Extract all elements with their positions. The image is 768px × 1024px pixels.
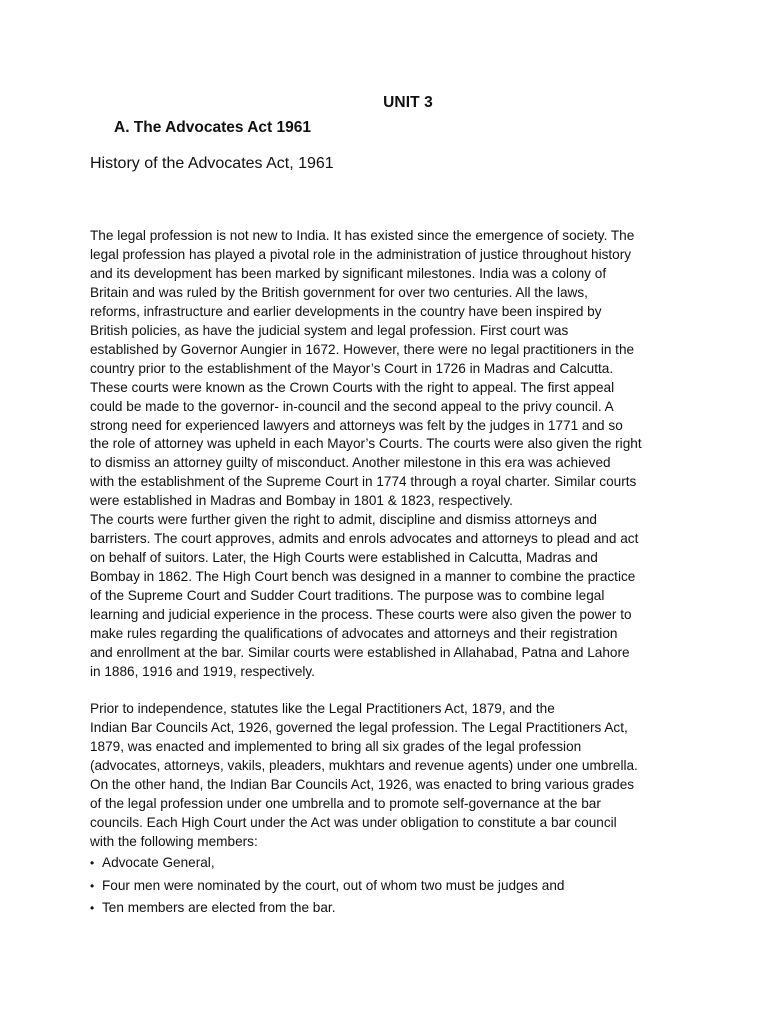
- text-line: barristers. The court approves, admits and enrols advocates and attorneys to plead and act: [90, 531, 639, 547]
- list-item-text: Four men were nominated by the court, out of whom two must be judges and: [102, 877, 565, 893]
- text-line: with the following members:: [90, 833, 258, 849]
- text-line: On the other hand, the Indian Bar Councils Act, 1926, was enacted to bring various grades: [90, 776, 635, 792]
- text-line: The legal profession is not new to India. It has existed since the emergence of society. The: [90, 228, 635, 243]
- text-line: (advocates, attorneys, vakils, pleaders, mukhtars and revenue agents) under one umbrella.: [90, 757, 638, 773]
- text-line: reforms, infrastructure and earlier developments in the country have been inspired by: [90, 303, 602, 319]
- text-line: legal profession has played a pivotal role in the administration of justice throughout history: [90, 246, 632, 262]
- text-line: 1879, was enacted and implemented to bring all six grades of the legal profession: [90, 738, 582, 754]
- bullet-icon: •: [90, 901, 95, 915]
- text-line: were established in Madras and Bombay in 1801 & 1823, respectively.: [90, 493, 513, 509]
- text-line: councils. Each High Court under the Act was under obligation to constitute a bar council: [90, 814, 617, 830]
- member-list: [90, 852, 564, 920]
- text-line: to dismiss an attorney guilty of misconduct. Another milestone in this era was achieved: [90, 455, 611, 471]
- text-line: could be made to the governor- in-council and the second appeal to the privy council. A: [90, 398, 614, 414]
- text-line: established by Governor Aungier in 1672. However, there were no legal practitioners in the: [90, 341, 635, 357]
- list-item: [90, 875, 564, 898]
- text-line: These courts were known as the Crown Courts with the right to appeal. The first appeal: [90, 379, 615, 395]
- text-line: Bombay in 1862. The High Court bench was designed in a manner to combine the practice: [90, 569, 636, 585]
- list-item-text: Advocate General,: [102, 855, 215, 870]
- text-line: learning and judicial experience in the process. These courts were also given the power to: [90, 607, 632, 623]
- text-line: the role of attorney was upheld in each Mayor’s Courts. The courts were also given the right: [90, 436, 642, 452]
- paragraph-1: [90, 227, 690, 682]
- paragraph-2: [90, 700, 690, 852]
- text-line: country prior to the establishment of the Mayor’s Court in 1726 in Madras and Calcutta.: [90, 360, 614, 376]
- text-line: and its development has been marked by significant milestones. India was a colony of: [90, 265, 607, 281]
- text-line: Prior to independence, statutes like the Legal Practitioners Act, 1879, and the: [90, 701, 555, 716]
- list-item: [90, 897, 564, 920]
- text-line: Indian Bar Councils Act, 1926, governed the legal profession. The Legal Practitioners Act,: [90, 719, 628, 735]
- text-line: The courts were further given the right to admit, discipline and dismiss attorneys and: [90, 512, 597, 528]
- text-line: make rules regarding the qualifications of advocates and attorneys and their registration: [90, 626, 618, 642]
- text-line: Britain and was ruled by the British government for over two centuries. All the laws,: [90, 284, 588, 300]
- bullet-icon: •: [90, 878, 95, 893]
- text-line: strong need for experienced lawyers and attorneys was felt by the judges in 1771 and so: [90, 417, 623, 433]
- section-heading: A. The Advocates Act 1961: [114, 119, 311, 136]
- list-item-text: Ten members are elected from the bar.: [102, 900, 336, 915]
- text-line: of the legal profession under one umbrella and to promote self-governance at the bar: [90, 795, 601, 811]
- bullet-icon: •: [90, 856, 95, 870]
- list-item: [90, 852, 564, 875]
- text-line: with the establishment of the Supreme Court in 1774 through a royal charter. Similar courts: [90, 474, 637, 490]
- text-line: of the Supreme Court and Sudder Court traditions. The purpose was to combine legal: [90, 588, 605, 604]
- text-line: and enrollment at the bar. Similar courts were established in Allahabad, Patna and Lahore: [90, 644, 630, 660]
- unit-title: UNIT 3: [383, 94, 433, 111]
- text-line: in 1886, 1916 and 1919, respectively.: [90, 663, 315, 679]
- text-line: on behalf of suitors. Later, the High Courts were established in Calcutta, Madras and: [90, 550, 598, 566]
- text-line: British policies, as have the judicial system and legal profession. First court was: [90, 322, 569, 338]
- subheading: History of the Advocates Act, 1961: [90, 155, 334, 172]
